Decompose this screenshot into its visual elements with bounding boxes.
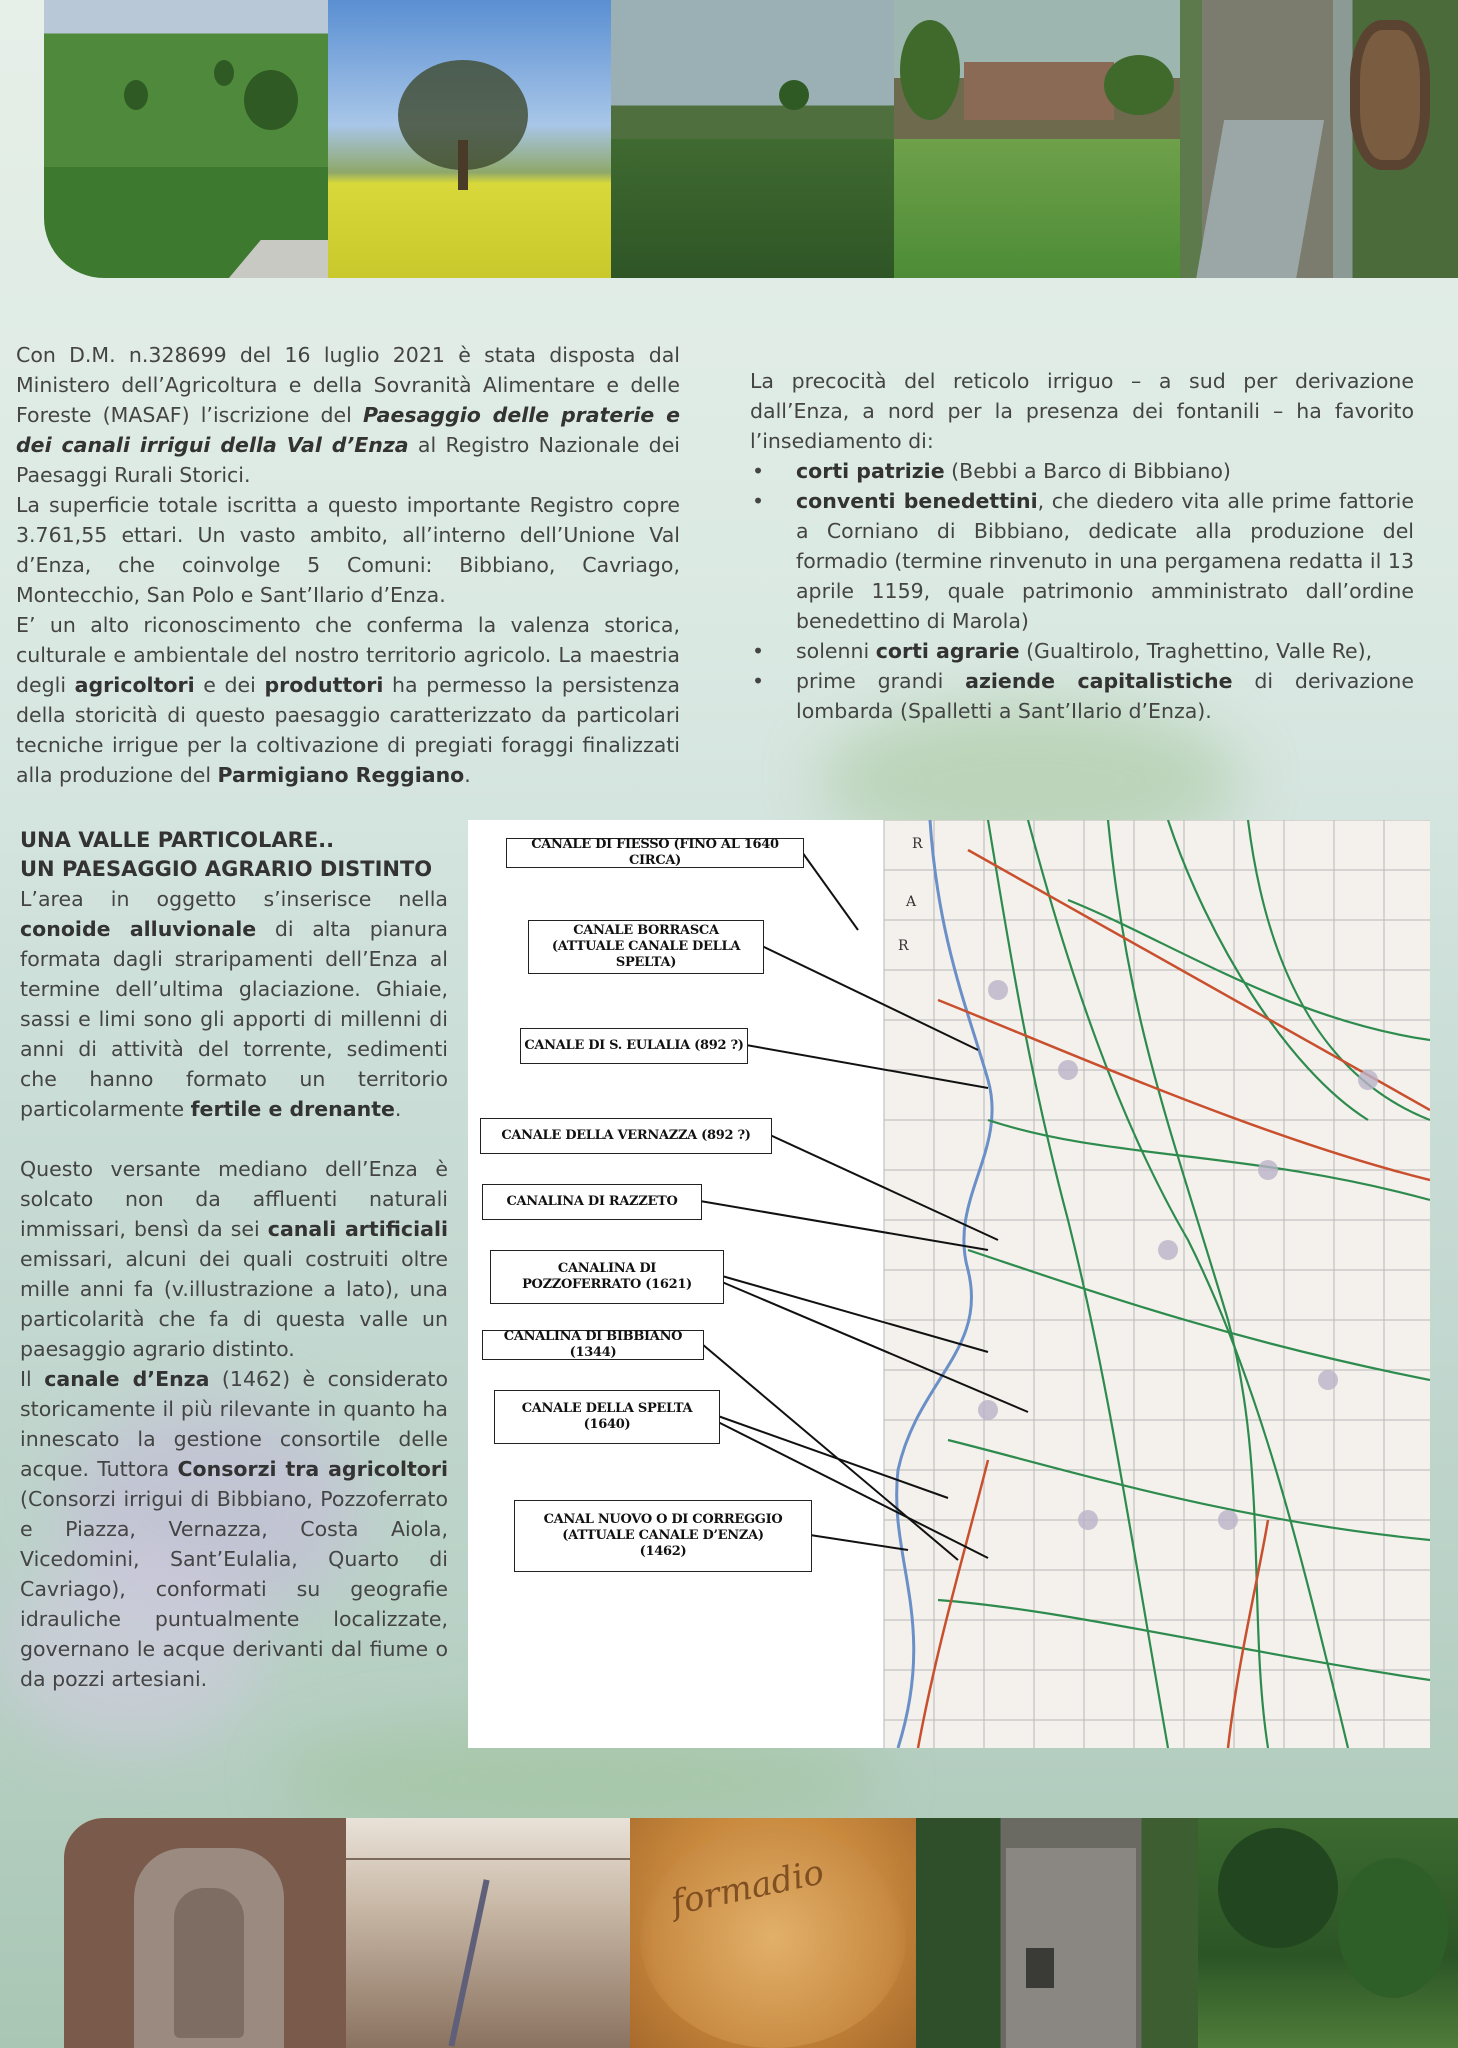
bold-text: Parmigiano Reggiano — [217, 763, 465, 787]
text-run: al Registro Nazionale dei Paesaggi Rurali Storici. — [16, 433, 680, 487]
bold-text: agricoltori — [74, 673, 195, 697]
photo-green-woods — [1198, 1818, 1458, 2048]
intro-paragraph-2: La superficie totale iscritta a questo importante Registro copre 3.761,55 ettari. Un vasto ambito, all’interno dell’Unione Val d’Enza, che coinvolge 5 Comuni: Bibbiano, Cavriago, Montecchio, San Polo e Sant’Ilario d’Enza. — [16, 493, 680, 607]
map-canal-label-line: CANALINA DI RAZZETO — [506, 1194, 678, 1209]
map-canal-label-line: (1640) — [583, 1417, 631, 1432]
intro-paragraph-1 — [16, 340, 680, 490]
bold-text: produttori — [264, 673, 384, 697]
map-canal-label-line: CANALINA DI — [557, 1261, 657, 1276]
cheese-brand-text: formadio — [667, 1852, 828, 1924]
settlements-intro: La precocità del reticolo irriguo – a sud per derivazione dall’Enza, a nord per la presenza dei fontanili – ha favorito l’insediamento di: — [750, 369, 1414, 453]
top-photo-strip — [44, 0, 1458, 278]
valley-section — [20, 826, 448, 1694]
map-town — [1258, 1160, 1278, 1180]
map-canal-label-line: CANALE DI FIESSO (FINO AL 1640 CIRCA) — [531, 837, 779, 868]
photo-dark-meadow — [611, 0, 894, 278]
text-run: ha permesso la persistenza della storicità di questo paesaggio caratterizzato da particolari tecniche irrigue per la coltivazione di pregiati foraggi finalizzati alla produzione del — [16, 673, 680, 787]
map-canal-label — [520, 1028, 748, 1064]
valley-paragraph-3: Il canale d’Enza (1462) è considerato storicamente il più rilevante in quanto ha innescato la gestione consortile delle acque. Tuttora Consorzi tra agricoltori (Consorzi irrigui di Bibbiano, Pozzoferrato e Piazza, Vernazza, Costa Aiola, Vicedomini, Sant’Eulalia, Quarto di Cavriago), conformati su geografie idrauliche puntualmente localizzate, governano le acque derivanti dal fiume o da pozzi artesiani. — [20, 1367, 448, 1691]
photo-water-mill-canal — [1180, 0, 1458, 278]
section-heading-1: UNA VALLE PARTICOLARE.. — [20, 828, 335, 852]
photo-cheese-wheel — [630, 1818, 916, 2048]
photo-green-fields — [44, 0, 328, 278]
list-item: • prime grandi aziende capitalistiche di derivazione lombarda (Spalletti a Sant’Ilario d’Enza). — [750, 666, 1414, 726]
text-run: . — [464, 763, 471, 787]
map-canal-label-line: (ATTUALE CANALE DELLA SPELTA) — [551, 939, 741, 970]
text-run: e dei — [194, 673, 265, 697]
irrigation-canals-map — [468, 820, 1430, 1748]
text-run: E’ un alto riconoscimento che conferma la valenza storica, culturale e ambientale del nostro territorio agricolo. La maestria degli — [16, 613, 680, 697]
map-canal-label-line: CANALE DELLA SPELTA — [521, 1401, 693, 1416]
photo-stone-relief — [64, 1818, 346, 2048]
settlements-list — [750, 456, 1414, 726]
map-town — [1058, 1060, 1078, 1080]
map-canal-label-line: (1462) — [639, 1544, 687, 1559]
map-canal-label — [480, 1118, 772, 1154]
map-letter: R — [898, 938, 909, 954]
valley-paragraph-2: Questo versante mediano dell’Enza è solcato non da affluenti naturali immissari, bensì da sei canali artificiali emissari, alcuni dei quali costruiti oltre mille anni fa (v.illustrazione a lato), una particolarità che fa di questa valle un paesaggio agrario distinto. — [20, 1157, 448, 1361]
map-canal-label — [528, 920, 764, 974]
map-canal-label — [506, 838, 804, 868]
intro-paragraph-3 — [16, 610, 680, 790]
map-canal-label — [494, 1390, 720, 1444]
map-canal-label — [482, 1184, 702, 1220]
map-canal-label-line: CANALE DI S. EULALIA (892 ?) — [524, 1038, 744, 1053]
map-letter: R — [912, 836, 923, 852]
bold-italic-text: Paesaggio delle praterie e dei canali irrigui della Val d’Enza — [16, 403, 680, 457]
map-canal-label-line: CANAL NUOVO O DI CORREGGIO — [543, 1512, 783, 1527]
map-canal-label — [482, 1330, 704, 1360]
intro-text — [16, 340, 680, 790]
map-town — [1318, 1370, 1338, 1390]
map-town — [1158, 1240, 1178, 1260]
section-heading-2: UN PAESAGGIO AGRARIO DISTINTO — [20, 857, 433, 881]
map-canal-label-line: CANALE DELLA VERNAZZA (892 ?) — [501, 1128, 751, 1143]
list-item: • solenni corti agrarie (Gualtirolo, Traghettino, Valle Re), — [750, 636, 1414, 666]
valley-paragraph-1: L’area in oggetto s’inserisce nella conoide alluvionale di alta pianura formata dagli straripamenti dell’Enza al termine dell’ultima glaciazione. Ghiaie, sassi e limi sono gli apporti di millenni di anni di attività del torrente, sedimenti che hanno formato un territorio particolarmente fertile e drenante. — [20, 887, 448, 1121]
map-town — [1078, 1510, 1098, 1530]
map-town — [988, 980, 1008, 1000]
list-item: • corti patrizie (Bebbi a Barco di Bibbiano) — [750, 456, 1414, 486]
map-canal-label — [490, 1250, 724, 1304]
photo-tree-yellow-field — [328, 0, 611, 278]
map-callout-line — [802, 852, 858, 930]
map-canal-label-line: CANALE BORRASCA — [573, 923, 719, 938]
map-canal-label — [514, 1500, 812, 1572]
photo-historic-map — [346, 1818, 630, 2048]
map-canal-label-line: CANALINA DI BIBBIANO (1344) — [503, 1329, 683, 1360]
bottom-photo-strip — [64, 1818, 1458, 2048]
map-letter: A — [906, 894, 917, 910]
map-canal-label-line: (ATTUALE CANALE D’ENZA) — [562, 1528, 764, 1543]
map-town — [978, 1400, 998, 1420]
map-canal-label-line: POZZOFERRATO (1621) — [522, 1277, 692, 1292]
settlements-text — [750, 366, 1414, 726]
map-town — [1358, 1070, 1378, 1090]
list-item: • conventi benedettini, che diedero vita alle prime fattorie a Corniano di Bibbiano, dedicate alla produzione del formadio (termine rinvenuto in una pergamena redatta il 13 aprile 1159, quale patrimonio amministrato dall’ordine benedettino di Marola) — [750, 486, 1414, 636]
photo-old-mill — [916, 1818, 1198, 2048]
map-town — [1218, 1510, 1238, 1530]
text-run: Con D.M. n.328699 del 16 luglio 2021 è stata disposta dal Ministero dell’Agricoltura e della Sovranità Alimentare e delle Foreste (MASAF) l’iscrizione del — [16, 343, 680, 427]
photo-farmhouse — [894, 0, 1180, 278]
